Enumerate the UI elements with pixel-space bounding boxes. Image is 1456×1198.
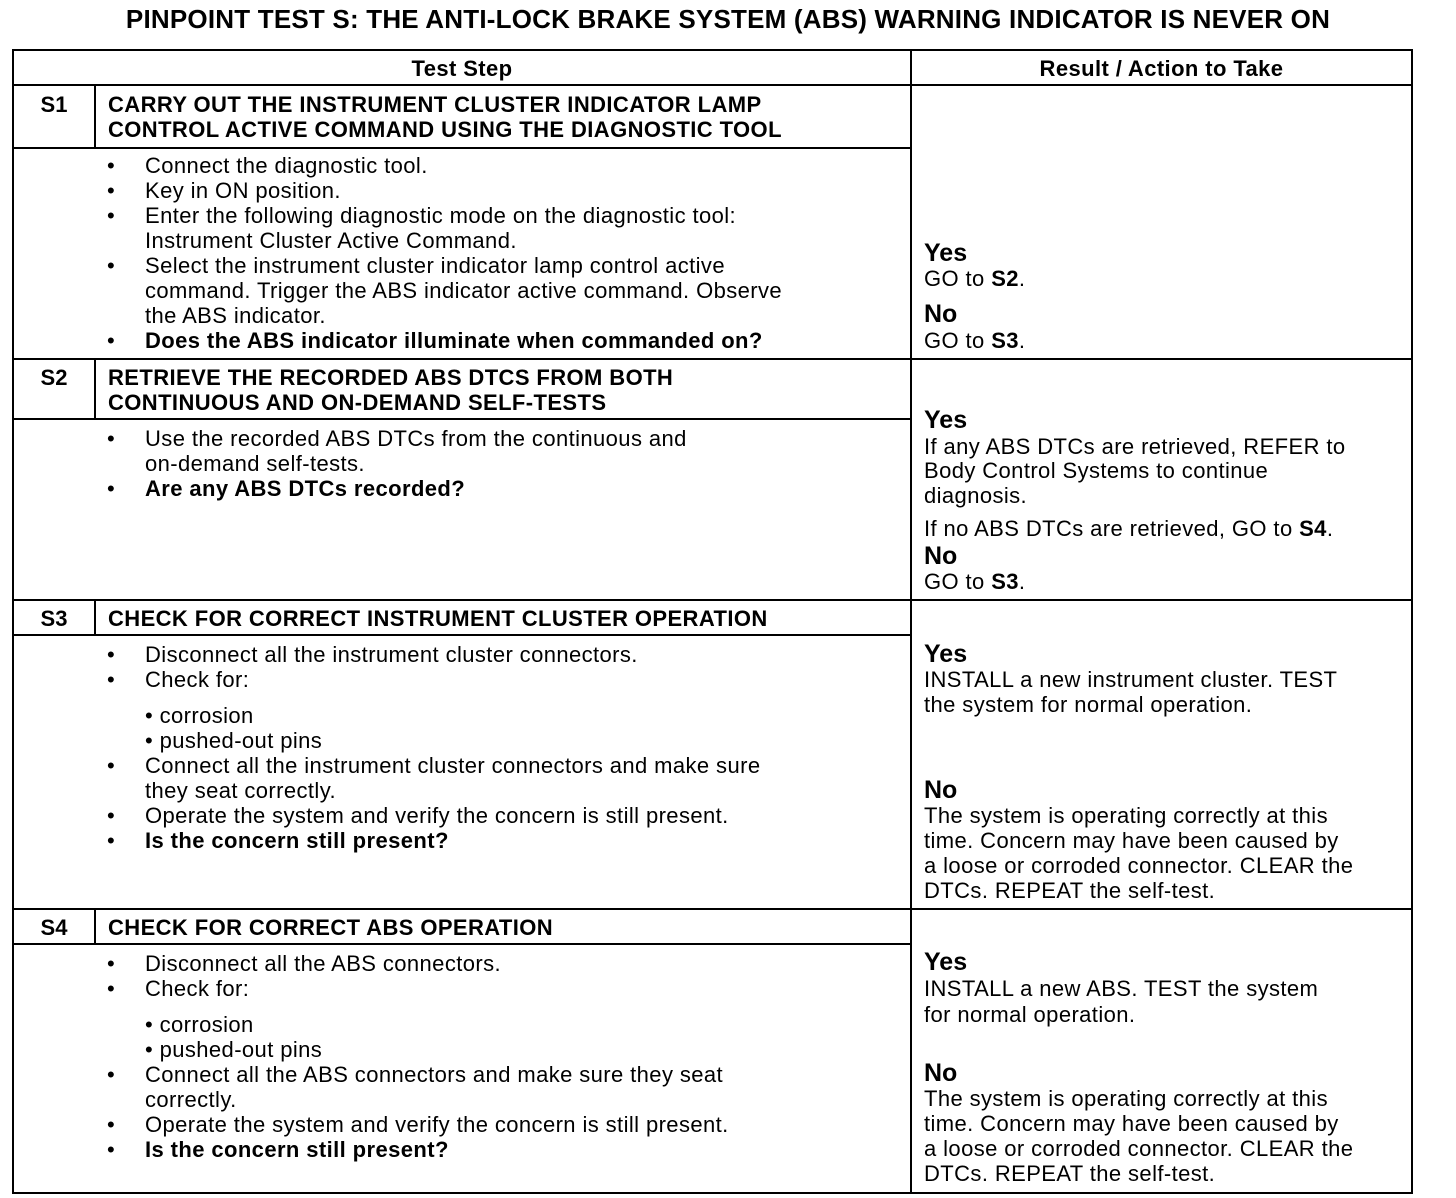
bullet-s4-3: •: [107, 1062, 115, 1087]
s2-no-action: GO to S3.: [924, 569, 1026, 594]
s1-line-2: Key in ON position.: [145, 178, 341, 203]
s4-title-divider: [12, 943, 912, 945]
table-border-right: [1411, 49, 1413, 1194]
s1-line-5: Select the instrument cluster indicator lamp control active: [145, 253, 725, 278]
s1-line-1: Connect the diagnostic tool.: [145, 153, 428, 178]
row-divider-s3: [12, 599, 1413, 601]
bullet-s1-2: •: [107, 178, 115, 203]
s2-title-divider: [12, 418, 912, 420]
s1-question: Does the ABS indicator illuminate when commanded on?: [145, 328, 763, 353]
s4-no-line-4: DTCs. REPEAT the self-test.: [924, 1161, 1216, 1186]
s3-no-line-1: The system is operating correctly at this: [924, 803, 1328, 828]
s3-question: Is the concern still present?: [145, 828, 449, 853]
s2-id-divider: [94, 360, 96, 419]
s2-yes-line-2: Body Control Systems to continue: [924, 458, 1269, 483]
bullet-s1-5: •: [107, 328, 115, 353]
bullet-s1-1: •: [107, 153, 115, 178]
s1-no-action: GO to S3.: [924, 328, 1026, 353]
s3-sub-1: • corrosion: [145, 703, 254, 728]
s4-sub-1: • corrosion: [145, 1012, 254, 1037]
s4-id-divider: [94, 910, 96, 944]
s3-line-5: Operate the system and verify the concern is still present.: [145, 803, 729, 828]
step-id-s2: S2: [40, 365, 68, 390]
bullet-s3-4: •: [107, 803, 115, 828]
bullet-s4-4: •: [107, 1112, 115, 1137]
s4-no-line-1: The system is operating correctly at this: [924, 1086, 1328, 1111]
s3-sub-2: • pushed-out pins: [145, 728, 323, 753]
page-title: PINPOINT TEST S: THE ANTI-LOCK BRAKE SYSTEM (ABS) WARNING INDICATOR IS NEVER ON: [125, 4, 1331, 34]
s3-no-line-2: time. Concern may have been caused by: [924, 828, 1339, 853]
s2-yes-line-4: If no ABS DTCs are retrieved, GO to S4.: [924, 516, 1334, 541]
bullet-s4-2: •: [107, 976, 115, 1001]
bullet-s4-1: •: [107, 951, 115, 976]
s2-line-1: Use the recorded ABS DTCs from the continuous and: [145, 426, 687, 451]
table-border-top: [12, 49, 1413, 51]
bullet-s2-2: •: [107, 476, 115, 501]
s4-line-4: correctly.: [145, 1087, 237, 1112]
s3-yes-label: Yes: [924, 640, 968, 668]
step-id-s1: S1: [40, 92, 68, 117]
row-divider-s2: [12, 358, 1413, 360]
s2-question: Are any ABS DTCs recorded?: [145, 476, 466, 501]
s1-yes-action: GO to S2.: [924, 266, 1026, 291]
bullet-s1-4: •: [107, 253, 115, 278]
s4-line-2: Check for:: [145, 976, 250, 1001]
s4-no-line-2: time. Concern may have been caused by: [924, 1111, 1339, 1136]
bullet-s2-1: •: [107, 426, 115, 451]
bullet-s3-2: •: [107, 667, 115, 692]
s1-line-7: the ABS indicator.: [145, 303, 326, 328]
s4-yes-line-1: INSTALL a new ABS. TEST the system: [924, 976, 1319, 1001]
bullet-s3-5: •: [107, 828, 115, 853]
column-divider: [910, 49, 912, 1194]
bullet-s4-5: •: [107, 1137, 115, 1162]
step-title-s2: RETRIEVE THE RECORDED ABS DTCS FROM BOTH CONTINUOUS AND ON-DEMAND SELF-TESTS: [108, 365, 674, 415]
s4-line-3: Connect all the ABS connectors and make sure they seat: [145, 1062, 724, 1087]
header-row-divider: [12, 84, 1413, 86]
s2-yes-line-1: If any ABS DTCs are retrieved, REFER to: [924, 434, 1346, 459]
s2-no-label: No: [924, 542, 958, 570]
header-test-step: Test Step: [411, 56, 513, 81]
step-title-s1: CARRY OUT THE INSTRUMENT CLUSTER INDICATOR LAMP CONTROL ACTIVE COMMAND USING THE DIAGNOSTIC TOOL: [108, 92, 782, 142]
s3-line-2: Check for:: [145, 667, 250, 692]
s1-title-divider: [12, 147, 912, 149]
s4-yes-label: Yes: [924, 948, 968, 976]
table-border-bottom: [12, 1192, 1413, 1194]
s3-no-line-3: a loose or corroded connector. CLEAR the: [924, 853, 1354, 878]
step-title-s3: CHECK FOR CORRECT INSTRUMENT CLUSTER OPERATION: [108, 606, 768, 631]
row-divider-s4: [12, 908, 1413, 910]
s4-line-1: Disconnect all the ABS connectors.: [145, 951, 502, 976]
s3-yes-line-2: the system for normal operation.: [924, 692, 1253, 717]
s1-line-3: Enter the following diagnostic mode on the diagnostic tool:: [145, 203, 737, 228]
step-id-s4: S4: [40, 915, 68, 940]
s3-no-line-4: DTCs. REPEAT the self-test.: [924, 878, 1216, 903]
s3-line-1: Disconnect all the instrument cluster connectors.: [145, 642, 638, 667]
s2-line-2: on-demand self-tests.: [145, 451, 365, 476]
bullet-s3-1: •: [107, 642, 115, 667]
s1-line-4: Instrument Cluster Active Command.: [145, 228, 517, 253]
s3-line-3: Connect all the instrument cluster connectors and make sure: [145, 753, 761, 778]
s4-yes-line-2: for normal operation.: [924, 1002, 1136, 1027]
bullet-s3-3: •: [107, 753, 115, 778]
s4-sub-2: • pushed-out pins: [145, 1037, 323, 1062]
s4-no-line-3: a loose or corroded connector. CLEAR the: [924, 1136, 1354, 1161]
header-result: Result / Action to Take: [1039, 56, 1284, 81]
s1-yes-label: Yes: [924, 239, 968, 267]
s3-yes-line-1: INSTALL a new instrument cluster. TEST: [924, 667, 1338, 692]
bullet-s1-3: •: [107, 203, 115, 228]
s4-line-5: Operate the system and verify the concern is still present.: [145, 1112, 729, 1137]
s1-no-label: No: [924, 300, 958, 328]
step-id-s3: S3: [40, 606, 68, 631]
s3-line-4: they seat correctly.: [145, 778, 336, 803]
s1-id-divider: [94, 86, 96, 148]
step-title-s4: CHECK FOR CORRECT ABS OPERATION: [108, 915, 554, 940]
s3-id-divider: [94, 601, 96, 635]
s1-line-6: command. Trigger the ABS indicator active command. Observe: [145, 278, 783, 303]
s4-question: Is the concern still present?: [145, 1137, 449, 1162]
s2-yes-label: Yes: [924, 406, 968, 434]
s2-yes-line-3: diagnosis.: [924, 483, 1028, 508]
s3-no-label: No: [924, 776, 958, 804]
s3-title-divider: [12, 634, 912, 636]
s4-no-label: No: [924, 1059, 958, 1087]
